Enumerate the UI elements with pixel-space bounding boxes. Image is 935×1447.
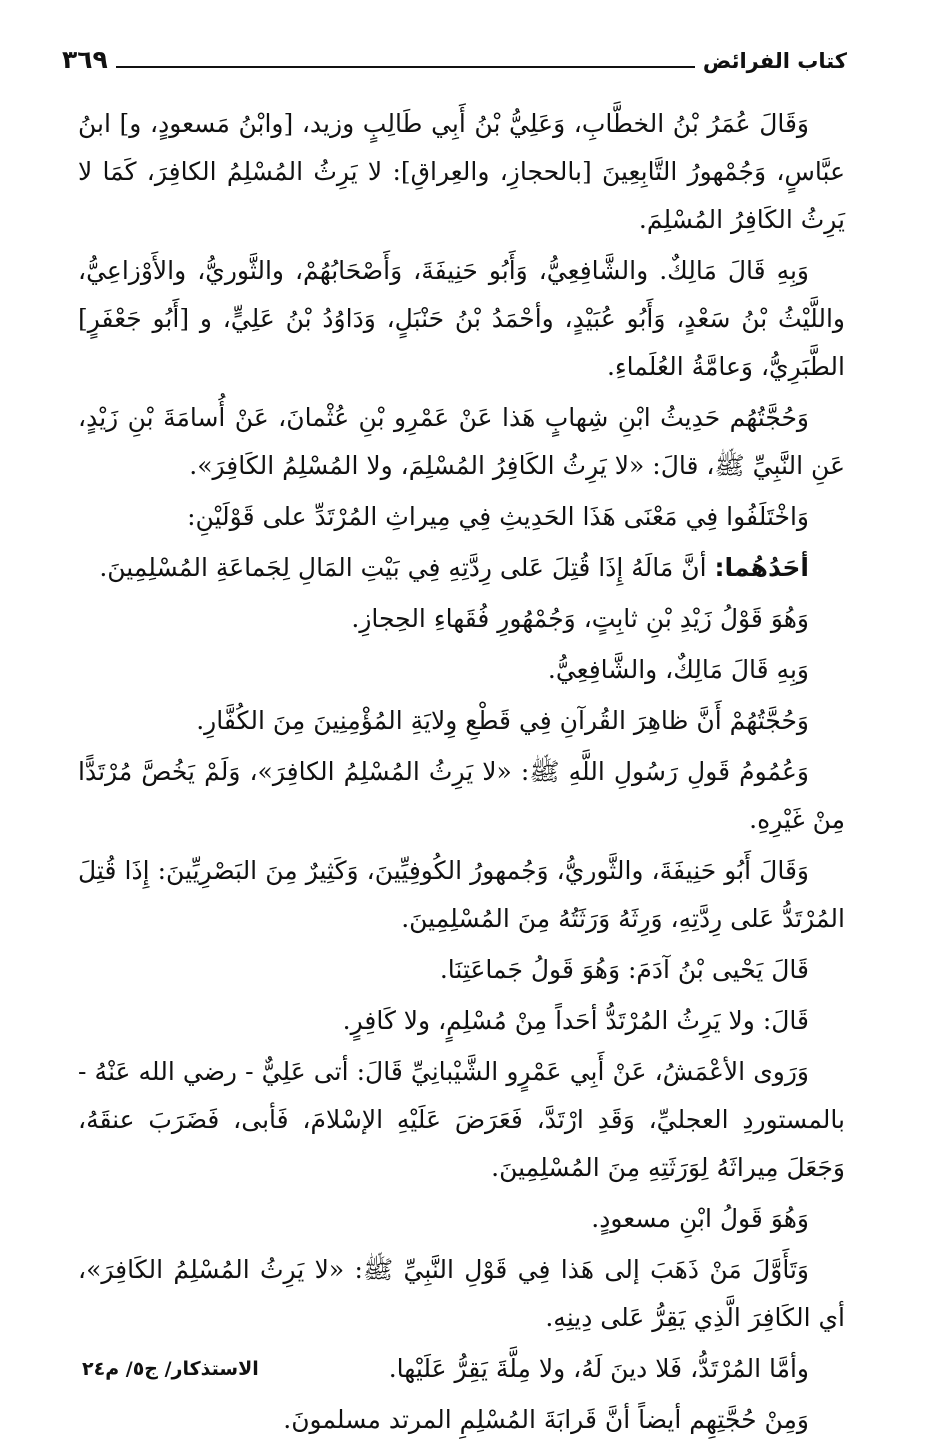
- paragraph: [78, 847, 845, 943]
- signature-mark: الاستذكار/ ج٥/ م٢٤: [82, 1358, 259, 1380]
- paragraph-text: وَبِهِ قَالَ مَالِكٌ، والشَّافِعِيُّ.: [547, 655, 809, 684]
- paragraph-text: وَمِنْ حُجَّتِهِم أيضاً أنَّ قَرابَةَ المُسْلِمِ المرتد مسلمونَ.: [283, 1405, 809, 1434]
- running-title: كتاب الفرائض: [702, 49, 847, 73]
- paragraph: [78, 1048, 845, 1192]
- paragraph: [78, 595, 845, 643]
- paragraph: [78, 946, 845, 994]
- paragraph-text: وَحُجَّتُهُمْ أَنَّ ظاهِرَ القُرآنِ فِي قَطْعِ وِلايَةِ المُؤْمِنِينَ مِنَ الكُفَّارِ.: [196, 706, 809, 735]
- paragraph: [78, 394, 845, 490]
- page-footer: [82, 1358, 259, 1380]
- paragraph: [78, 493, 845, 541]
- paragraph-text: قَالَ يَحْيى بْنُ آدَمَ: وَهُوَ قَولُ جَماعَتِنَا.: [439, 955, 809, 984]
- paragraph-text: وَرَوى الأعْمَشُ، عَنْ أَبِي عَمْرٍو الشَّيْبانِيِّ قَالَ: أتى عَلِيٌّ - رضي الله عَنْهُ - بالمستوردِ العجليِّ، وَقَدِ ارْتَدَّ، فَعَرَضَ عَلَيْهِ الإسْلامَ، فَأبى، فَضَرَبَ عنقَهُ، وَجَعَلَ مِيراثَهُ لِوَرَثَتِهِ مِنَ المُسْلِمِينَ.: [78, 1057, 845, 1182]
- paragraph-text: وَهُوَ قَولُ ابْنِ مسعودٍ.: [591, 1204, 809, 1233]
- paragraph-text: وَقَالَ عُمَرُ بْنُ الخطَّابِ، وَعَلِيُّ بْنُ أَبِي طَالِبٍ وزيد، [وابْنُ مَسعودٍ، و] ابنُ عبَّاسٍ، وَجُمْهورُ التَّابِعِينَ [بالحجازِ، والعِراقِ]: لا يَرِثُ المُسْلِمُ الكافِرَ، كَمَا لا يَرِثُ الكَافِرُ المُسْلِمَ.: [78, 109, 845, 234]
- paragraph-text: وَتَأَوَّلَ مَنْ ذَهَبَ إلى هَذا فِي قَوْلِ النَّبِيِّ ﷺ: «لا يَرِثُ المُسْلِمُ الكَافِرَ»، أي الكَافِرَ الَّذِي يَقِرُّ عَلى دِينِهِ.: [78, 1255, 845, 1332]
- paragraph-text: وَحُجَّتُهُم حَدِيثُ ابْنِ شِهابٍ هَذا عَنْ عَمْرِو بْنِ عُثْمانَ، عَنْ أُسامَةَ بْنِ زَيْدٍ، عَنِ النَّبِيِّ ﷺ، قالَ: «لا يَرِثُ الكَافِرُ المُسْلِمَ، ولا المُسْلِمُ الكَافِرَ».: [78, 403, 845, 480]
- paragraph-text: وَعُمُومُ قَولِ رَسُولِ اللَّهِ ﷺ: «لا يَرِثُ المُسْلِمُ الكافِرَ»، وَلَمْ يَخُصَّ مُرْتَدًّا مِنْ غَيْرِهِ.: [78, 757, 845, 834]
- paragraph: [78, 1396, 845, 1444]
- paragraph: [78, 100, 845, 244]
- paragraph: [78, 997, 845, 1045]
- paragraph-text: وَهُوَ قَوْلُ زَيْدِ بْنِ ثابِتٍ، وَجُمْهُورِ فُقَهاءِ الحِجازِ.: [351, 604, 809, 633]
- paragraph: [78, 544, 845, 592]
- paragraph: [78, 247, 845, 391]
- paragraph-text: وَقَالَ أَبُو حَنِيفَةَ، والثَّوريُّ، وَجُمهورُ الكُوفِيِّينَ، وَكَثِيرٌ مِنَ البَصْرِيِّينَ: إِذَا قُتِلَ المُرْتَدُّ عَلى رِدَّتِهِ، وَرِثَهُ وَرَثَتُهُ مِنَ المُسْلِمِينَ.: [78, 856, 845, 933]
- paragraph-text: وَاخْتَلَفُوا فِي مَعْنَى هَذَا الحَدِيثِ فِي مِيراثِ المُرْتَدِّ على قَوْلَيْنِ:: [187, 502, 809, 531]
- paragraph-text: وأمَّا المُرْتَدُّ، فَلا دينَ لَهُ، ولا مِلَّةَ يَقِرُّ عَلَيْها.: [388, 1354, 809, 1383]
- paragraph: [78, 1195, 845, 1243]
- paragraph-lead: أحَدُهُما:: [714, 553, 809, 582]
- page-body: [78, 100, 845, 1447]
- paragraph: [78, 697, 845, 745]
- paragraph-text: وَبِهِ قَالَ مَالِكٌ. والشَّافِعِيُّ، وَأَبُو حَنِيفَةَ، وَأَصْحَابُهُمْ، والثَّوريُّ، والأَوْزاعِيُّ، واللَّيْثُ بْنُ سَعْدٍ، وَأَبُو عُبَيْدٍ، وأحْمَدُ بْنُ حَنْبَلٍ، وَدَاوُدُ بْنُ عَلِيٍّ، و [أَبُو جَعْفَرٍ] الطَّبَرِيُّ، وَعامَّةُ العُلَماءِ.: [78, 256, 845, 381]
- page-header: [62, 28, 847, 72]
- paragraph: [78, 646, 845, 694]
- paragraph: [78, 1246, 845, 1342]
- header-rule: [116, 66, 695, 68]
- page-number: ٣٦٩: [62, 45, 108, 74]
- paragraph-text: قَالَ: ولا يَرِثُ المُرْتَدُّ أحَداً مِنْ مُسْلِمٍ، ولا كَافِرٍ.: [342, 1006, 809, 1035]
- paragraph-text: أنَّ مَالَهُ إِذَا قُتِلَ عَلى رِدَّتِهِ فِي بَيْتِ المَالِ لِجَماعَةِ المُسْلِمِينَ.: [99, 553, 715, 582]
- paragraph: [78, 748, 845, 844]
